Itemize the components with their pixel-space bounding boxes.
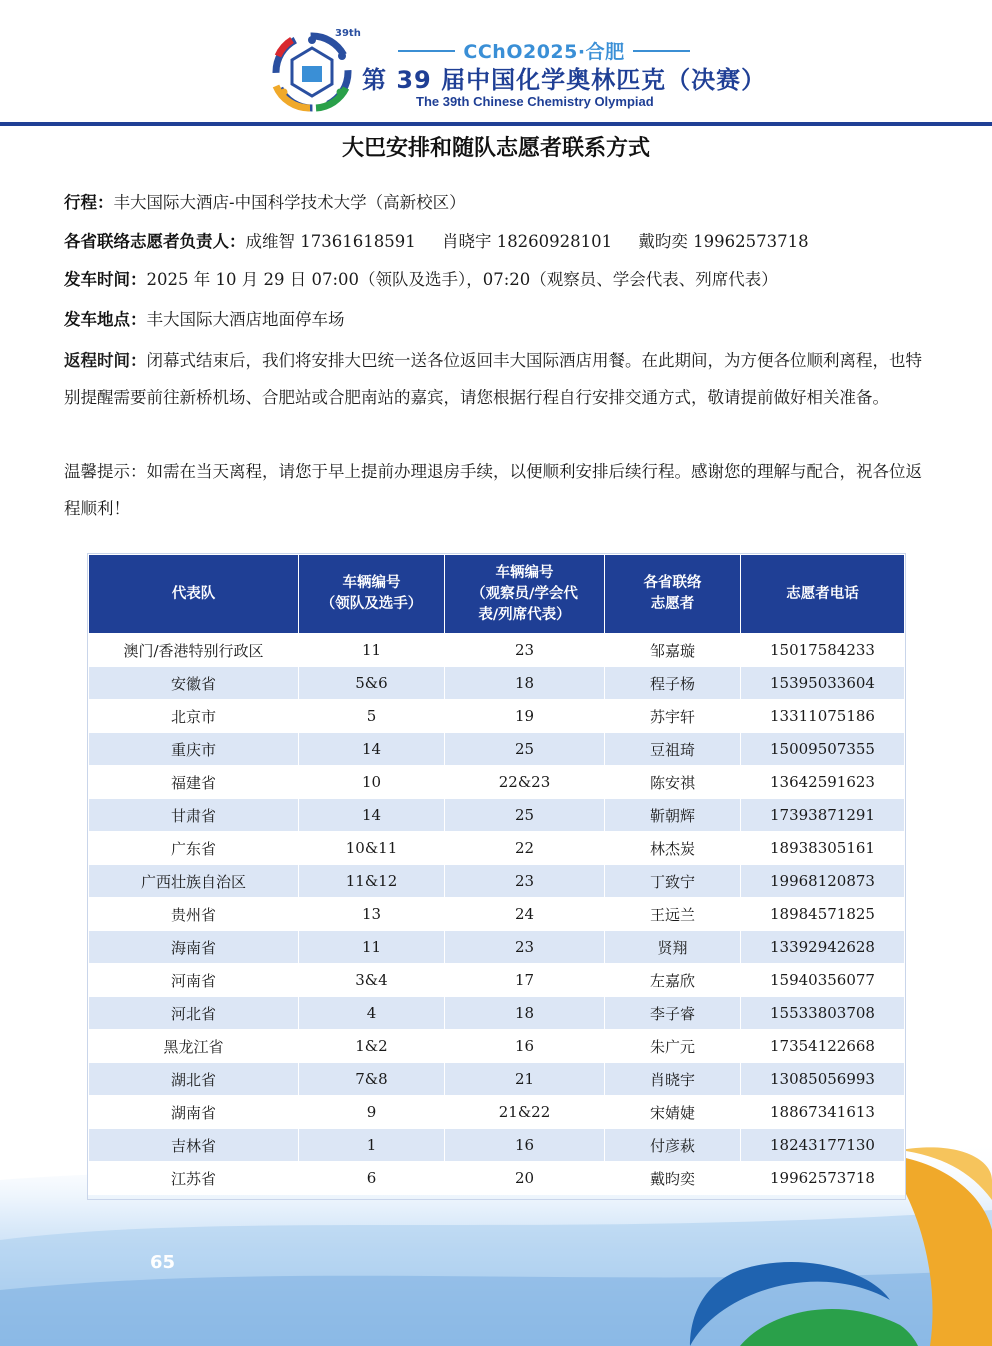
table-row <box>89 1162 905 1195</box>
volunteer-cell: 陈安祺 <box>605 766 741 799</box>
volunteer-cell: 王远兰 <box>605 898 741 931</box>
phone-cell: 15533803708 <box>741 997 905 1030</box>
phone-cell: 19968120873 <box>741 865 905 898</box>
event-title: 第 39 届中国化学奥林匹克（决赛） <box>362 66 767 94</box>
bus-observers-cell: 25 <box>445 799 605 832</box>
team-cell: 贵州省 <box>89 898 299 931</box>
bus-leaders-cell: 11 <box>299 931 445 964</box>
cchO-logo-icon <box>262 26 362 118</box>
departure-place-line <box>64 308 934 332</box>
departure-place-label: 发车地点： <box>64 310 147 329</box>
bus-leaders-cell: 1&2 <box>299 1030 445 1063</box>
return-text: 闭幕式结束后，我们将安排大巴统一送各位返回丰大国际酒店用餐。在此期间，为方便各位顺利离程，也特别提醒需要前往新桥机场、合肥站或合肥南站的嘉宾，请您根据行程自行安排交通方式，敬请提前做好相关准备。 <box>64 351 922 407</box>
table-row <box>89 865 905 898</box>
bus-leaders-cell: 14 <box>299 733 445 766</box>
volunteer-cell: 邹嘉璇 <box>605 634 741 667</box>
phone-cell: 13642591623 <box>741 766 905 799</box>
brand-name: CChO2025·合肥 <box>463 41 625 63</box>
phone-cell: 15395033604 <box>741 667 905 700</box>
volunteer-cell: 靳朝辉 <box>605 799 741 832</box>
bus-observers-cell: 18 <box>445 997 605 1030</box>
volunteer-cell: 苏宇轩 <box>605 700 741 733</box>
table-row <box>89 1096 905 1129</box>
team-cell: 甘肃省 <box>89 799 299 832</box>
departure-time-label: 发车时间： <box>64 270 147 289</box>
bus-observers-cell: 23 <box>445 931 605 964</box>
team-cell: 北京市 <box>89 700 299 733</box>
team-cell: 河南省 <box>89 964 299 997</box>
table-row <box>89 766 905 799</box>
itinerary-label: 行程： <box>64 193 114 212</box>
team-cell: 海南省 <box>89 931 299 964</box>
header-volunteer: 各省联络 志愿者 <box>605 555 741 634</box>
bus-leaders-cell: 7&8 <box>299 1063 445 1096</box>
phone-cell: 18938305161 <box>741 832 905 865</box>
departure-time-line <box>64 268 934 292</box>
volunteer-cell: 戴昀奕 <box>605 1162 741 1195</box>
phone-cell: 13085056993 <box>741 1063 905 1096</box>
table-row <box>89 1129 905 1162</box>
brand-rule-right <box>633 50 690 52</box>
phone-cell: 17354122668 <box>741 1030 905 1063</box>
volunteer-cell: 肖晓宇 <box>605 1063 741 1096</box>
bus-assignment-table <box>88 554 905 1195</box>
bus-leaders-cell: 1 <box>299 1129 445 1162</box>
team-cell: 广西壮族自治区 <box>89 865 299 898</box>
table-header-row <box>89 555 905 634</box>
volunteer-cell: 付彦萩 <box>605 1129 741 1162</box>
reminder-paragraph: 温馨提示：如需在当天离程，请您于早上提前办理退房手续，以便顺利安排后续行程。感谢您的理解与配合，祝各位返程顺利！ <box>64 462 922 518</box>
brand-rule-left <box>398 50 455 52</box>
bus-observers-cell: 16 <box>445 1030 605 1063</box>
contacts-line <box>64 230 934 254</box>
page-number: 65 <box>150 1252 176 1273</box>
header-divider <box>0 122 992 126</box>
return-label: 返程时间： <box>64 351 147 370</box>
bus-leaders-cell: 10&11 <box>299 832 445 865</box>
team-cell: 吉林省 <box>89 1129 299 1162</box>
team-cell: 河北省 <box>89 997 299 1030</box>
table-row <box>89 898 905 931</box>
phone-cell: 18984571825 <box>741 898 905 931</box>
team-cell: 福建省 <box>89 766 299 799</box>
bus-observers-cell: 17 <box>445 964 605 997</box>
bus-observers-cell: 21&22 <box>445 1096 605 1129</box>
team-cell: 湖南省 <box>89 1096 299 1129</box>
volunteer-cell: 宋婧婕 <box>605 1096 741 1129</box>
volunteer-cell: 丁致宁 <box>605 865 741 898</box>
table-row <box>89 1030 905 1063</box>
bus-leaders-cell: 3&4 <box>299 964 445 997</box>
bus-observers-cell: 23 <box>445 634 605 667</box>
team-cell: 广东省 <box>89 832 299 865</box>
event-subtitle: The 39th Chinese Chemistry Olympiad <box>416 94 654 109</box>
header-bus-leaders: 车辆编号 （领队及选手） <box>299 555 445 634</box>
volunteer-cell: 林杰炭 <box>605 832 741 865</box>
table-row <box>89 667 905 700</box>
table-row <box>89 832 905 865</box>
table-row <box>89 634 905 667</box>
table-row <box>89 799 905 832</box>
bus-observers-cell: 22&23 <box>445 766 605 799</box>
itinerary-line <box>64 191 934 215</box>
volunteer-cell: 程子杨 <box>605 667 741 700</box>
bus-observers-cell: 24 <box>445 898 605 931</box>
table-row <box>89 733 905 766</box>
bus-leaders-cell: 10 <box>299 766 445 799</box>
return-paragraph <box>64 342 924 416</box>
bus-observers-cell: 22 <box>445 832 605 865</box>
phone-cell: 18243177130 <box>741 1129 905 1162</box>
bus-leaders-cell: 11 <box>299 634 445 667</box>
volunteer-cell: 左嘉欣 <box>605 964 741 997</box>
bus-observers-cell: 20 <box>445 1162 605 1195</box>
bus-observers-cell: 21 <box>445 1063 605 1096</box>
contacts-label: 各省联络志愿者负责人： <box>64 232 246 251</box>
team-cell: 江苏省 <box>89 1162 299 1195</box>
table-row <box>89 1063 905 1096</box>
phone-cell: 19962573718 <box>741 1162 905 1195</box>
table-row <box>89 997 905 1030</box>
team-cell: 澳门/香港特别行政区 <box>89 634 299 667</box>
phone-cell: 17393871291 <box>741 799 905 832</box>
page-title: 大巴安排和随队志愿者联系方式 <box>341 136 650 161</box>
bus-leaders-cell: 4 <box>299 997 445 1030</box>
team-cell: 黑龙江省 <box>89 1030 299 1063</box>
phone-cell: 15017584233 <box>741 634 905 667</box>
team-cell: 湖北省 <box>89 1063 299 1096</box>
phone-cell: 15940356077 <box>741 964 905 997</box>
bus-leaders-cell: 14 <box>299 799 445 832</box>
header-phone: 志愿者电话 <box>741 555 905 634</box>
departure-time-value: 2025 年 10 月 29 日 07:00（领队及选手），07:20（观察员、学会代表、列席代表） <box>146 270 778 289</box>
logo-superscript: 39th <box>335 28 361 39</box>
bus-leaders-cell: 11&12 <box>299 865 445 898</box>
table-row <box>89 700 905 733</box>
team-cell: 安徽省 <box>89 667 299 700</box>
itinerary-value: 丰大国际大酒店-中国科学技术大学（高新校区） <box>113 193 466 212</box>
bus-observers-cell: 18 <box>445 667 605 700</box>
team-cell: 重庆市 <box>89 733 299 766</box>
header-team: 代表队 <box>89 555 299 634</box>
phone-cell: 13311075186 <box>741 700 905 733</box>
bus-leaders-cell: 5&6 <box>299 667 445 700</box>
contacts-value: 成维智 17361618591 肖晓宇 18260928101 戴昀奕 19962573718 <box>245 232 809 251</box>
volunteer-cell: 朱广元 <box>605 1030 741 1063</box>
phone-cell: 15009507355 <box>741 733 905 766</box>
volunteer-cell: 贤翔 <box>605 931 741 964</box>
bus-leaders-cell: 5 <box>299 700 445 733</box>
bus-observers-cell: 23 <box>445 865 605 898</box>
header-bus-observers: 车辆编号 （观察员/学会代 表/列席代表） <box>445 555 605 634</box>
bus-leaders-cell: 13 <box>299 898 445 931</box>
bus-observers-cell: 25 <box>445 733 605 766</box>
table-row <box>89 931 905 964</box>
bus-leaders-cell: 6 <box>299 1162 445 1195</box>
table-body <box>89 634 905 1195</box>
table-row <box>89 964 905 997</box>
phone-cell: 13392942628 <box>741 931 905 964</box>
header <box>0 0 992 124</box>
bus-leaders-cell: 9 <box>299 1096 445 1129</box>
volunteer-cell: 豆祖琦 <box>605 733 741 766</box>
bus-observers-cell: 19 <box>445 700 605 733</box>
phone-cell: 18867341613 <box>741 1096 905 1129</box>
bus-observers-cell: 16 <box>445 1129 605 1162</box>
departure-place-value: 丰大国际大酒店地面停车场 <box>146 310 345 329</box>
volunteer-cell: 李子睿 <box>605 997 741 1030</box>
